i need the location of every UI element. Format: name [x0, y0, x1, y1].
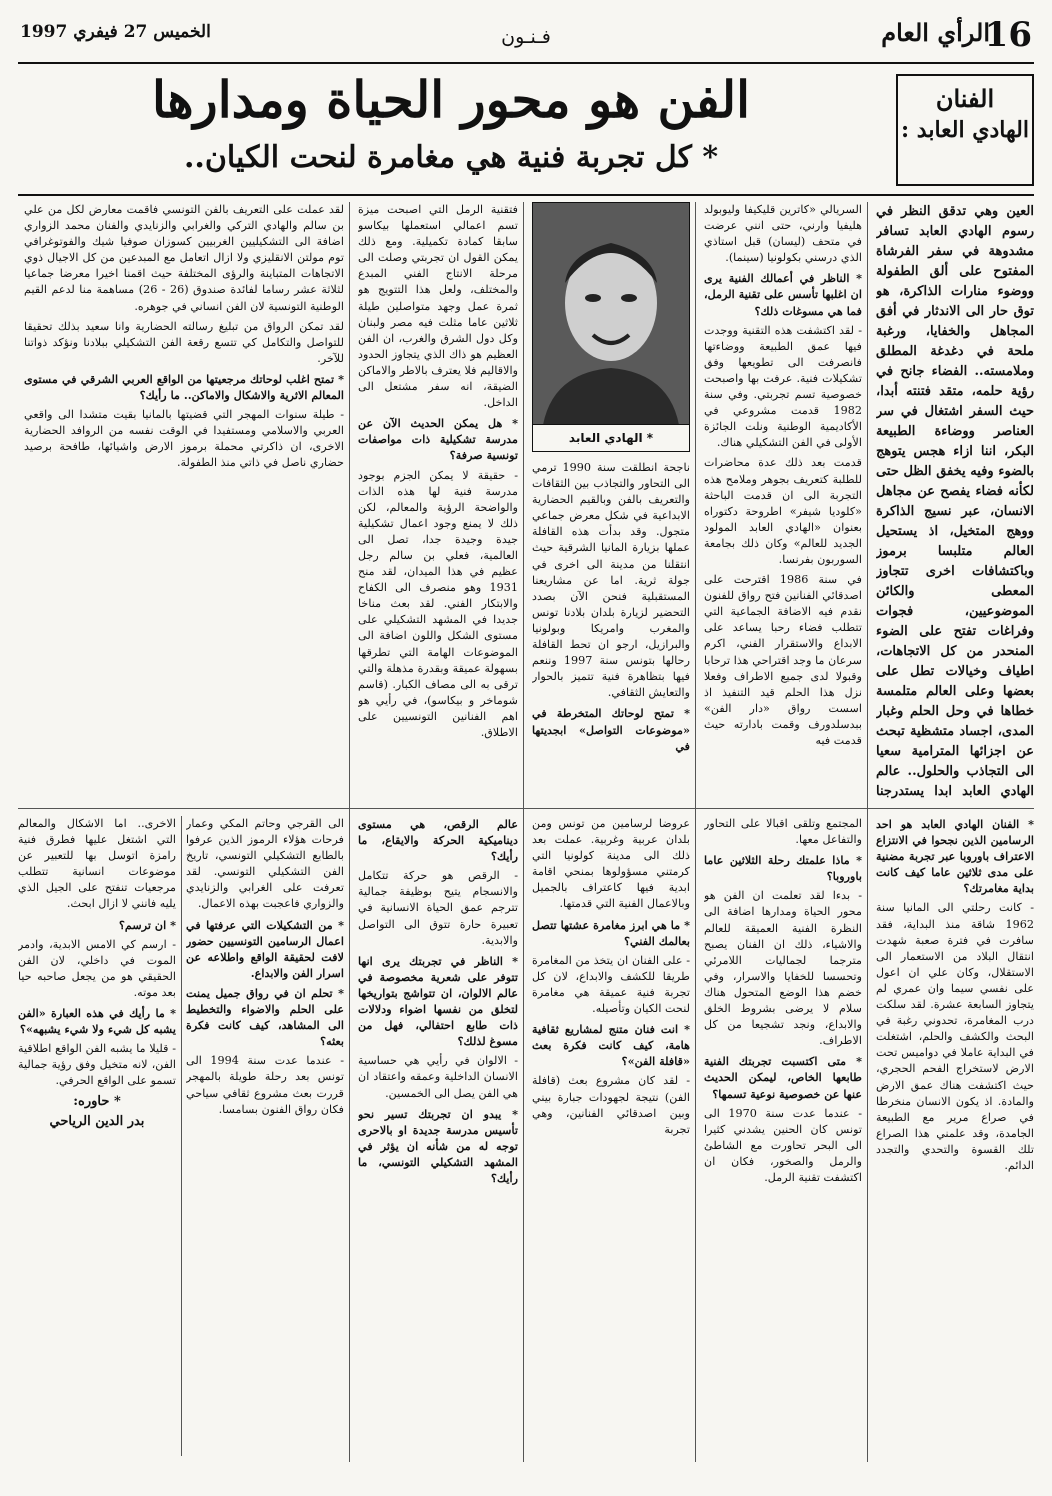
photo-caption: * الهادي العابد [533, 424, 689, 451]
section-title: فـنـون [501, 26, 551, 48]
lower-column-2 [704, 816, 862, 1456]
question: * تمتح اغلب لوحاتك مرجعيتها من الواقع العربي الشرقي في مستوى المعالم الاثرية والاشكال والاماكن.. ما رأيك؟ [24, 371, 344, 403]
lower-column-1 [876, 816, 1034, 1456]
question: عالم الرقص، هي مستوى ديناميكية الحركة والايقاع، ما رأيك؟ [358, 817, 518, 864]
column-rule [181, 816, 182, 1456]
paragraph: - لقد اكتشفت هذه التقنية ووجدت فيها عمق الطبيعة ووضاءتها فانصرفت الى تطويعها وفق تشكيلات فنية. عرفت بها واصبحت خصوصية تسم تجربتي. وفي سنة 1982 قدمت مشروعي في الأكاديمية الوطنية ونلت الجائزة الأولى في الفن التشكيلي هناك. [704, 323, 862, 450]
artist-box [896, 74, 1034, 186]
column-rule [867, 202, 868, 1462]
question: * ان ترسم؟ [118, 917, 176, 932]
paragraph: المجتمع وتلقى اقبالا على التحاور والتفاعل معها. [704, 817, 862, 847]
paragraph: - لقد كان مشروع بعث (قافلة الفن) نتيجة لجهودات جبارة بيني وبين اصدقائي الفنانين، وهي تجربة [532, 1074, 690, 1136]
question: * ما رأيك في هذه العبارة «الفن يشبه كل شيء ولا شيء يشبهه»؟ [18, 1006, 176, 1037]
paragraph: فتقنية الرمل التي اصبحت ميزة تسم اعمالي استعملها بيكاسو سابقا كمادة تكميلية. ومع ذلك يمكن القول ان تجربتي وصلت الى مرحلة الانتاج الفني المبدع والمختلف، ولعل هذا التتويج هو ثمرة عمل وجهد متواصلين طيلة ثلاثين عاما مثلت فيه مصر ولبنان وكل دول الشرق والغرب، ان الفن العظيم هو ذاك الذي يتجاوز الحدود والاقاليم فلا يعترف بالاطر والاماكن الضيقة، انه سفر مشتعل الى الداخل. [358, 203, 518, 410]
masthead [18, 12, 1034, 64]
column-rule [523, 202, 524, 1462]
column-intro [876, 202, 1034, 802]
paragraph: العين وهي تدقق النظر في رسوم الهادي العابد تسافر مشدوهة في سفر الفرشاة المفتوح على ألق الطفولة ووضوء منارات الذاكرة، هو توق حار الى الاندثار في أفق المجاهل والخفايا، ورغبة ملحة في دغدغة المطلق وملامسته.. الفضاء جانح في رؤية حلمه، متقد فتنته أبدا، حيث السفر اشتغال في سر العناصر ووضاءة الطبيعة البكر، اننا ازاء هجس يتوهج بالضوء وفيه يخفق الظل حتى لكأنه فضاء يفصح عن مجاهل الانسان، عبر نسيج الذاكرة ووهج المتخيل، اذ يستحيل العالم متلبسا برموز وباكتشافات اخرى تتجاوز المعطى والكائن الموضوعيين، فجوات وفراغات تفتح على الضوء المنحدر من كل الاتجاهات، اطياف وخيالات تطل على بعضها وعلى العالم متلمسة خطاها في وحل الحلم وغبار المدى، اجساد متشظية تبحث عن اجزائها المترامية سعيا الى التجاذب والحلول.. عالم الهادي العابد ابدا يستدرجنا [876, 204, 1034, 799]
paragraph: الى القرجي وحاتم المكي وعمار فرحات هؤلاء الرموز الذين عرفوا بالطابع التشكيلي التونسي، تاريخ الفن التشكيلي التونسي. لقد تعرفت على الغرابي والزنايدي والزواري فاعجبت بهذه الاعمال. [186, 817, 344, 911]
paragraph: - الالوان في رأيي هي حساسية الانسان الداخلية وعمقه واعتقاد ان هي الفن يصل الى الخمسين. [358, 1054, 518, 1100]
lower-column-6 [18, 816, 176, 1456]
question: * من التشكيلات التي عرفتها في اعمال الرسامين التونسيين حضور لافت لحقيقة الواقع واطلاعه عن اسرار الفن والابداع. [186, 917, 344, 980]
paragraph: لقد عملت على التعريف بالفن التونسي فاقمت معارض لكل من علي بن سالم والهادي التركي والغرابي والزنايدي والفنان محمد الزواري اضافة الى التشكيليين الغربيين كسوزان صوفيا شيك والفوتوغرافي توم مولتن الانقليزي ولا ازال اتعامل مع المبدعين من كل الاجيال ذوي الاتجاهات المتباينة والرؤى المختلفة حيث اقمنا اخيرا معرضا جماعيا لثلاثة عشر رساما لفائدة صندوق (26 - 26) مساهمة منا لدعم القيم الوطنية التونسية لان الفن انساني في جوهره. [24, 203, 344, 313]
column-3 [532, 460, 690, 802]
question: * تحلم ان في رواق جميل يمنت على الحلم والاضواء والتخطيط الى المشاهد، كيف كانت فكرة بعثه؟ [186, 985, 344, 1049]
question: * الفنان الهادي العابد هو احد الرسامين الذين نجحوا في الانتزاع الاعتراف باوروبا عبر تجربة مضنية على مدى ثلاثين عاما كيف كانت بداية مغامرتك؟ [876, 817, 1034, 896]
artist-label: الفنان [935, 84, 995, 113]
newspaper-page [18, 12, 1034, 1470]
paragraph: الاخرى.. اما الاشكال والمعالم التي اشتغل عليها فطرق فنية رامزة اتوسل بها للتعبير عن موضوعات انسانية تتطلب مرجعيات تنفتح على الجيل الذي يليه فانني لا ازال ابحث. [18, 817, 176, 911]
column-rule [695, 202, 696, 1462]
lower-column-4 [358, 816, 518, 1456]
lower-column-5 [186, 816, 344, 1456]
column-5 [24, 202, 344, 802]
paragraph: - حقيقة لا يمكن الجزم بوجود مدرسة فنية لها هذه الذات والواضحة الرؤية والمعالم، لكن ذلك لا يمنع وجود اعمال تشكيلية جيدة وجيدة جدا، تصل الى العالمية، فعلي بن سالم رجل عظيم في هذا الميدان، لقد منح 1931 وهو منصرف الى الكفاح والابتكار الفني. لقد بعث مناخا جديدا في المشهد التشكيلي على مستوى الشكل واللون اضافة الى الموضوعات الهامة التي تطرقها بسهولة عميقة وبقدرة مذهلة والتي ترقى به الى مصاف الكبار. (قاسم شوماخر و بيكاسو)، في رأيي هو اهم الفنانين التونسيين على الاطلاق. [358, 468, 518, 739]
paragraph: - ارسم كي الامس الابدية، وادمر الموت في داخلي، لان الفن الحقيقي هو من يجعل صاحبه حيا بعد موته. [18, 937, 176, 999]
paragraph: قدمت بعد ذلك عدة محاضرات للطلبة كتعريف بجوهر وملامح هذه التجربة الى ان قدمت الباحثة «كلوديا شيفر» اطروحة دكتوراه بعنوان «الهادي العابد المولود الجديد للعالم» وكان ذلك بجامعة السوربون بفرنسا. [704, 456, 862, 566]
column-4 [358, 202, 518, 802]
question: * انت فنان متنج لمشاريع ثقافية هامة، كيف كانت فكرة بعث «قافلة الفن»؟ [532, 1022, 690, 1069]
paragraph: - عندما عدت سنة 1994 الى تونس بعد رحلة طويلة بالمهجر قررت بعث مشروع ثقافي سياحي فكان رواق الفنون بسامسا. [186, 1054, 344, 1116]
page-number: 16 [984, 15, 1032, 55]
question: * الناظر في أعمالك الفنية يرى ان اغلبها تأسس على تقنية الرمل، فما هي مسوغات ذلك؟ [704, 271, 862, 318]
question: * هل يمكن الحديث الآن عن مدرسة تشكيلية ذات مواصفات تونسية صرفة؟ [358, 416, 518, 463]
headline: الفن هو محور الحياة ومدارها [151, 70, 751, 129]
paragraph: - كانت رحلتي الى المانيا سنة 1962 شاقة منذ البداية، فقد سافرت في فترة صعبة شهدت انتقال البلاد من الاستعمار الى الاستقلال، وكان علي ان اعول على نفسي سيما وان عمري لم يتجاوز السابعة عشرة. لقد سلكت درب المغامرة، تحدوني رغبة في البحث والكشف والحلم، اشتغلت في البداية عاملا في دواميس تحت الارض لاستخراج الفحم الحجري، حيث اكتشفت هناك عمق الارض والمادة. اذ يكون الانسان منخرطا في صراع مرير مع الطبيعة الجامدة، وقد علمني هذا الصراع تلك القسوة والتحدي والتجدد الدائم. [876, 901, 1034, 1172]
paragraph: لقد تمكن الرواق من تبليغ رسالته الحضارية وانا سعيد بذلك تحقيقا للتواصل والتكامل كي تتسع رقعة الفن التشكيلي ببلادنا ونؤكد ذواتنا للآخر. [24, 319, 344, 365]
artist-name: الهادي العابد : [901, 117, 1029, 143]
portrait-image [533, 203, 689, 425]
paragraph: - طيلة سنوات المهجر التي قضيتها بالمانيا بقيت متشدا الى واقعي العربي والاسلامي ومستفيدا في الوقت نفسه من الروافد الحضارية الاخرى، ان ذاكرتي محملة برموز الارض واشيائها، طافحة برصيد حضاري ناصل في ذاتي منذ الطفولة. [24, 408, 344, 470]
question: * ما هي ابرز مغامرة عشتها تتصل بعالمك الفني؟ [532, 917, 690, 948]
subheadline: * كل تجربة فنية هي مغامرة لنحت الكيان.. [183, 140, 719, 175]
question: * يبدو ان تجربتك تسير نحو تأسيس مدرسة جديدة او بالاحرى توجه له من شأنه ان يؤثر في المشهد التشكيلي التونسي، ما رأيك؟ [358, 1106, 518, 1185]
question: * الناظر في تجربتك يرى انها تتوفر على شعرية مخصوصة في عالم الالوان، ان تتواشج بتواريخها لتخلق من نفسها اضواء ودلالات ذات طابع احتفالي، فهل من مسوغ لذلك؟ [358, 953, 518, 1049]
question: * متى اكتسبت تجربتك الفنية طابعها الخاص، ليمكن الحديث عنها عن خصوصية نوعية تسمها؟ [704, 1054, 862, 1101]
question: * ماذا علمتك رحلة الثلاثين عاما باوروبا؟ [704, 853, 862, 884]
newspaper-name: الرأي العام [881, 18, 990, 47]
interviewer-label: * حاوره: [73, 1093, 121, 1109]
lower-column-3 [532, 816, 690, 1456]
paragraph: - الرقص هو حركة تتكامل والانسجام يتيح بوظيفة جمالية تترجم عمق الحياة الانسانية في تعبيرة حارة تتوق الى التواصل والابدية. [358, 869, 518, 947]
paragraph: ناجحة انطلقت سنة 1990 ترمي الى التحاور والتجاذب بين الثقافات والتعريف بالفن وبالقيم الحضارية الابداعية في شكل معرض جماعي متجول. وقد بدأت هذه القافلة عملها بزيارة المانيا الشرقية حيث انتقلنا من مدينة الى اخرى في جولة ثرية. اما عن مشاريعنا المستقبلية فنحن الآن بصدد التحضير لزيارة بلدان بلادنا تونس والمغرب وامريكا وبولونيا والبرازيل، ارجو ان تحط القافلة رحالها بتونس سنة 1997 وننعم فيها بتظاهرة فنية تتميز بالحوار والتعايش الثقافي. [532, 461, 690, 700]
paragraph: - بدءا لقد تعلمت ان الفن هو محور الحياة ومدارها اضافة الى النظرة الفنية العميقة للعالم والاشياء، ذلك ان الفنان يصبح مترجما لجماليات اللامرئي وتحسسا للخفايا والاسرار، وفي خضم هذا الوضع المتحول هناك سلام لا يرضى بشروط الخلق والابداع، ونجد تشجيعا من كل الاطراف. [704, 889, 862, 1048]
article-body [18, 196, 1034, 1466]
question: * تمتح لوحاتك المتخرطة في «موضوعات التواصل» ابجديتها في [532, 706, 690, 753]
paragraph: - عندما عدت سنة 1970 الى تونس كان الحنين يشدني كثيرا الى البحر تحاورت مع الشاطئ والرمل والصخور، فكان ان اكتشفت تقنية الرمل. [704, 1106, 862, 1184]
interviewer-name: بدر الدين الرياحي [49, 1113, 145, 1129]
paragraph: السريالي «كاترين قليكيفا وليوبولد هليفيا وارني، حتى انني عرضت في متحف (ليسان) قبل استاذي الذي درسني بكولونيا (سينما). [704, 203, 862, 265]
paragraph: عروضا لرسامين من تونس ومن بلدان عربية وغربية. عملت بعد ذلك الى مدينة كولونيا التي كرمتني مسؤولوها بمنحي اقامة ابدية فيها كاعتراف بالجميل وبالاعمال الفنية التي قدمتها. [532, 817, 690, 911]
paragraph: في سنة 1986 اقترحت على اصدقائي الفنانين فتح رواق للفنون نقدم فيه الاضافة الجماعية التي تتطلب فضاء رحبا يساعد على الابداع والاستقرار الفني، اكرم سرعان ما وجد اقتراحي هذا ترحابا وقبولا لدى جميع الاطراف وفعلا نزل هذا الحلم قيد التنفيذ اذ اسست رواق «دار الفن» ببدسلدورف وقمت بادارته حيث قدمت فيه [704, 573, 862, 747]
column-rule [349, 202, 350, 1462]
article-header [18, 64, 1034, 196]
artist-photo [532, 202, 690, 452]
issue-date: الخميس 27 فيفري 1997 [20, 22, 211, 42]
paragraph: - قليلا ما يشبه الفن الواقع اطلاقية الفن، لانه متخيل وفق رؤية جمالية تسمو على الواقع الحرفي. [18, 1042, 176, 1088]
section-rule [18, 808, 1034, 809]
column-2 [704, 202, 862, 802]
paragraph: - على الفنان ان يتخذ من المغامرة طريقا للكشف والابداع، لان كل تجربة فنية عميقة هي مغامرة لنحت الكيان وتأصيله. [532, 953, 690, 1016]
